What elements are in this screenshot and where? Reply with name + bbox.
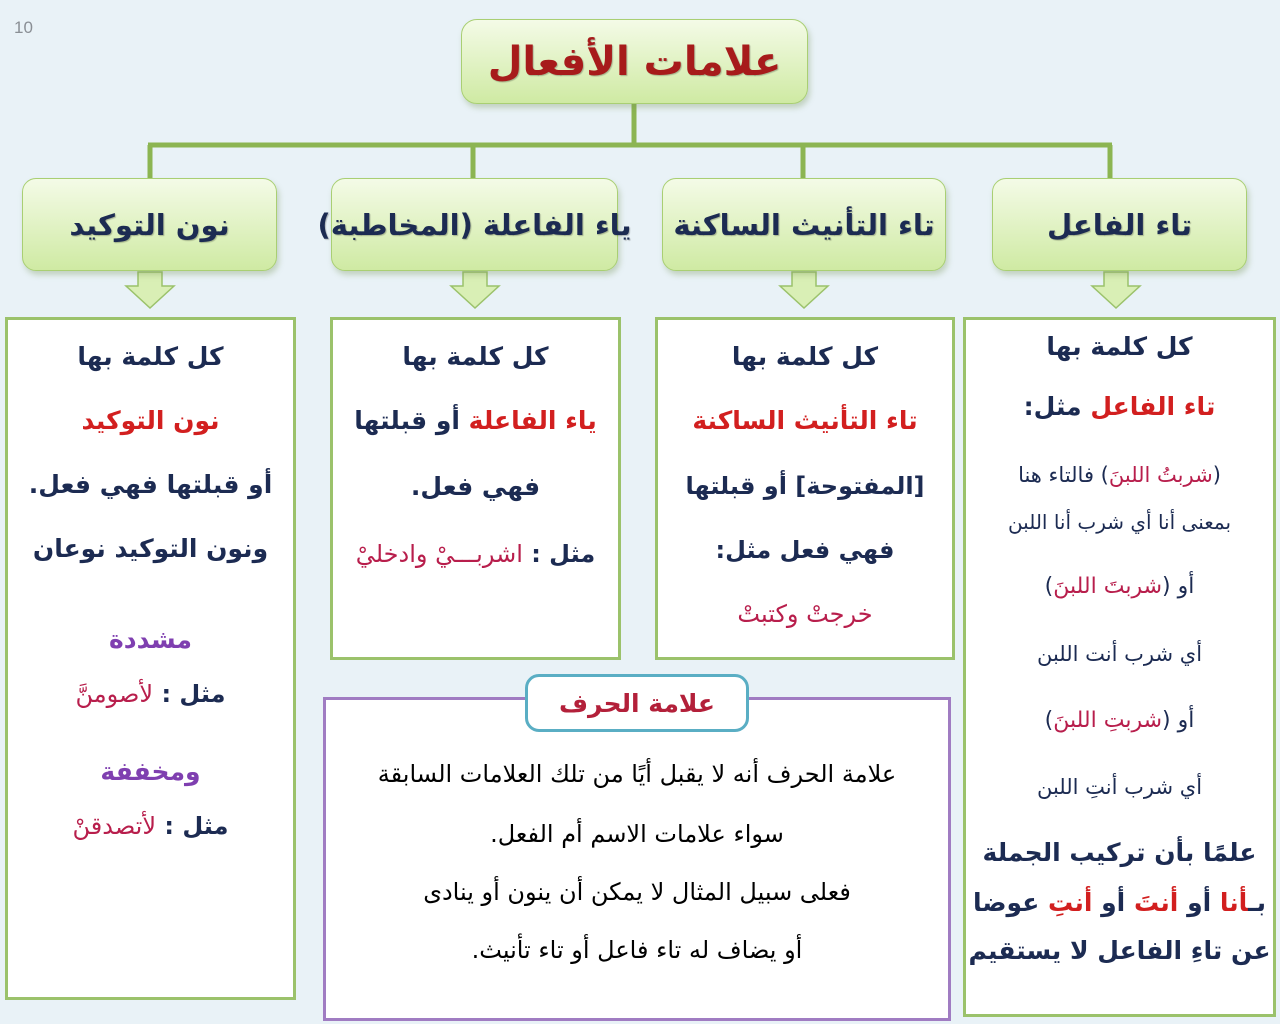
example-line: مثل : لأتصدقنْ — [72, 812, 229, 840]
box-ta-ta2nith — [655, 317, 955, 660]
particle-line: علامة الحرف أنه لا يقبل أيًا من تلك العلامات السابقة — [377, 760, 897, 788]
slide-number: 10 — [14, 18, 33, 37]
particle-line: فعلى سبيل المثال لا يمكن أن ينون أو ينادى — [423, 878, 851, 906]
example-line: مثل : لأصومنَّ — [75, 680, 226, 708]
box-line: كل كلمة بها — [1046, 332, 1193, 361]
note-line: عن تاءِ الفاعل لا يستقيم — [968, 936, 1271, 965]
box-line: ونون التوكيد نوعان — [32, 534, 269, 563]
example-line: أي شرب أنتِ اللبن — [1036, 775, 1203, 799]
example-line: (شربتُ اللبنَ) فالتاء هنا — [1018, 463, 1221, 487]
type-heading: ومخففة — [100, 757, 201, 786]
box-noon-tawkeed — [5, 317, 296, 1000]
box-line: كل كلمة بها — [731, 342, 879, 371]
example-line: أو (شربتَ اللبنَ) — [1044, 574, 1195, 599]
box-line: تاء التأنيث الساكنة — [692, 406, 918, 435]
box-line: أو قبلتها فهي فعل. — [28, 470, 273, 499]
category-ta-ta2nith: تاء التأنيث الساكنة — [662, 178, 946, 271]
type-heading: مشددة — [109, 625, 192, 654]
particle-box — [323, 697, 951, 1021]
box-line: تاء الفاعل مثل: — [1023, 392, 1216, 421]
diagram-title: علامات الأفعال — [461, 19, 808, 104]
example-line: مثل : اشربـــيْ وادخليْ — [355, 540, 596, 568]
box-line: فهي فعل مثل: — [715, 536, 895, 564]
arrow-down-icon — [1092, 272, 1140, 308]
box-line: فهي فعل. — [410, 472, 541, 501]
particle-line: أو يضاف له تاء فاعل أو تاء تأنيث. — [471, 936, 803, 964]
note-line: علمًا بأن تركيب الجملة — [982, 838, 1257, 867]
example-line: أو (شربتِ اللبنَ) — [1044, 708, 1195, 733]
category-fa3el: تاء الفاعل — [992, 178, 1247, 271]
box-line: كل كلمة بها — [402, 342, 549, 371]
box-ta-fa3el — [963, 317, 1276, 1017]
category-noon-tawkeed: نون التوكيد — [22, 178, 277, 271]
example-line: أي شرب أنت اللبن — [1036, 642, 1203, 666]
box-line: كل كلمة بها — [77, 342, 224, 371]
note-line: بـأنا أو أنتَ أو أنتِ عوضا — [972, 888, 1266, 917]
box-line: ياء الفاعلة أو قبلتها — [354, 406, 597, 435]
arrow-down-icon — [451, 272, 499, 308]
box-line: [المفتوحة] أو قبلتها — [685, 472, 925, 500]
box-line: نون التوكيد — [81, 406, 220, 435]
arrow-down-icon — [126, 272, 174, 308]
example-line: بمعنى أنا أي شرب أنا اللبن — [1007, 510, 1232, 534]
example-line: خرجتْ وكتبتْ — [737, 600, 873, 628]
box-ya-fa3ela — [330, 317, 621, 660]
particle-title: علامة الحرف — [525, 674, 749, 732]
arrow-down-icon — [780, 272, 828, 308]
particle-line: سواء علامات الاسم أم الفعل. — [490, 820, 784, 848]
category-ya-fa3ela: ياء الفاعلة (المخاطبة) — [331, 178, 618, 271]
